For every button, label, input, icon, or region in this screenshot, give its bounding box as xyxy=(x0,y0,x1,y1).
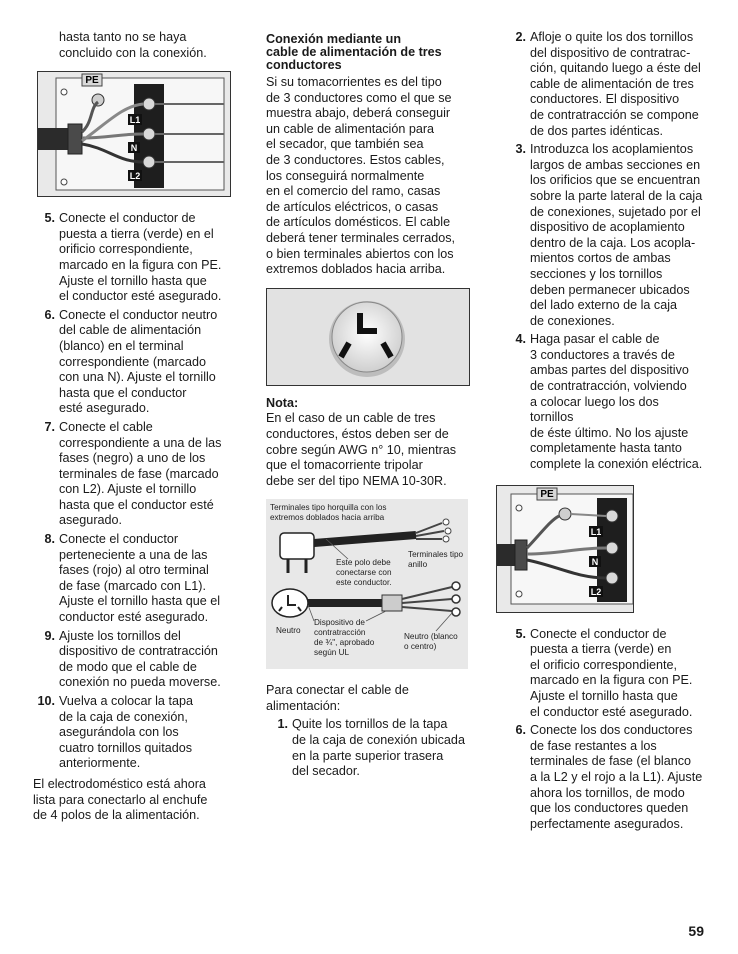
n-label: N xyxy=(591,556,599,567)
text-line: de 4 polos de la alimentación. xyxy=(33,808,200,823)
text-line: concluido con la conexión. xyxy=(59,45,207,60)
terminal-block-3wire-illustration xyxy=(497,486,633,612)
text-line: de fase (marcado con L1). xyxy=(59,578,207,593)
text-line: a colocar luego los dos tornillos xyxy=(530,394,659,425)
step-1 xyxy=(266,717,471,779)
intro-paragraph xyxy=(33,30,233,61)
step-6 xyxy=(33,308,233,417)
text-line: Quite los tornillos de la tapa xyxy=(292,717,448,732)
text-line: puesta a tierra (verde) en el xyxy=(59,226,214,241)
step-number: 6. xyxy=(44,307,55,322)
text-line: perteneciente a una de las xyxy=(59,547,208,562)
text-line: (blanco) en el terminal xyxy=(59,338,184,353)
text-line: el orificio correspondiente, xyxy=(530,657,678,672)
text-line: conductores, éstos deben ser de xyxy=(266,426,449,441)
text-line: Conecte el conductor de xyxy=(530,626,667,641)
text-line: dentro de la caja. Los acopla- xyxy=(530,235,696,250)
text-line: ción, quitando luego a éste del xyxy=(530,61,701,76)
text-line: conexión no pueda moverse. xyxy=(59,675,221,690)
pole-label: Este polo debe conectarse con este conductor. xyxy=(336,558,392,588)
step-number: 7. xyxy=(44,419,55,434)
text-line: de 3 conductores como el que se xyxy=(266,90,452,105)
outro-paragraph xyxy=(33,777,233,824)
step-number: 4. xyxy=(515,332,526,347)
text-line: puesta a tierra (verde) en xyxy=(530,642,672,657)
text-line: en la parte superior trasera xyxy=(292,748,444,763)
text-line: extremos doblados hacia arriba. xyxy=(266,262,446,277)
text-line: terminales de fase (el blanco xyxy=(530,754,692,769)
text-line: los conseguirá normalmente xyxy=(266,168,425,183)
text-line: hasta tanto no se haya xyxy=(59,30,187,44)
text-line: mientos cortos de ambas xyxy=(530,251,671,266)
terminal-block-illustration xyxy=(38,72,230,196)
text-line: el conductor esté asegurado. xyxy=(59,289,222,304)
terminal-block-figure xyxy=(37,71,231,197)
step-5 xyxy=(33,211,233,305)
step-number: 9. xyxy=(44,628,55,643)
text-line: marcado en la figura con PE. xyxy=(530,673,693,688)
heading-line: cable de alimentación de tres xyxy=(266,45,442,59)
terminal-block-figure-3wire xyxy=(496,485,634,613)
step-9 xyxy=(33,629,233,691)
step-number: 5. xyxy=(44,211,55,226)
column-middle xyxy=(266,30,471,780)
text-line: un cable de alimentación para xyxy=(266,121,435,136)
heading-line: conductores xyxy=(266,58,342,72)
text-line: Introduzca los acoplamientos xyxy=(530,142,694,157)
cable-illustration xyxy=(266,499,468,669)
text-line: Conecte el cable xyxy=(59,419,153,434)
page-number: 59 xyxy=(688,923,704,939)
text-line: de la caja de conexión ubicada xyxy=(292,733,465,748)
text-line: Si su tomacorrientes es del tipo xyxy=(266,75,442,89)
text-line: cuatro tornillos quitados xyxy=(59,740,193,755)
text-line: de dos partes idénticas. xyxy=(530,123,664,138)
text-line: de conexiones. xyxy=(530,313,615,328)
text-line: complete la conexión eléctrica. xyxy=(530,457,703,472)
text-line: con L2). Ajuste el tornillo xyxy=(59,482,197,497)
text-line: En el caso de un cable de tres xyxy=(266,411,436,426)
step-2 xyxy=(504,30,704,139)
step-8 xyxy=(33,532,233,626)
text-line: completamente hasta tanto xyxy=(530,441,682,456)
text-line: 3 conductores a través de xyxy=(530,347,675,362)
text-line: de fase restantes a los xyxy=(530,738,657,753)
text-line: de éste último. No los ajuste xyxy=(530,425,689,440)
step-number: 5. xyxy=(515,626,526,641)
text-line: orificio correspondiente, xyxy=(59,242,193,257)
text-line: largos de ambas secciones en xyxy=(530,157,701,172)
text-line: Ajuste el tornillo hasta que xyxy=(59,273,207,288)
pe-label: PE xyxy=(540,488,554,500)
text-line: Afloje o quite los dos tornillos xyxy=(530,30,694,44)
step-6b xyxy=(504,723,704,832)
text-line: lista para conectarlo al enchufe xyxy=(33,792,208,807)
text-line: los orificios que se encuentran xyxy=(530,173,701,188)
text-line: del dispositivo de contratrac- xyxy=(530,45,691,60)
text-line: asegurándola con los xyxy=(59,725,179,740)
text-line: fases (rojo) al otro terminal xyxy=(59,563,209,578)
text-line: dispositivo de acoplamiento xyxy=(530,220,685,235)
step-4 xyxy=(504,332,704,472)
para-connect xyxy=(266,683,471,714)
step-number: 1. xyxy=(277,717,288,732)
text-line: que el tomacorriente tripolar xyxy=(266,458,423,473)
neutro-label: Neutro xyxy=(276,626,301,636)
text-line: fases (negro) a uno de los xyxy=(59,451,206,466)
text-line: del secador. xyxy=(292,764,360,779)
text-line: de la caja de conexión, xyxy=(59,709,188,724)
text-line: conductores. El dispositivo xyxy=(530,92,680,107)
text-line: sobre la parte lateral de la caja xyxy=(530,188,703,203)
text-line: cable de alimentación de tres xyxy=(530,76,694,91)
text-line: conductor esté asegurado. xyxy=(59,610,209,625)
text-line: Ajuste el tornillo hasta que el xyxy=(59,594,221,609)
text-line: cobre según AWG n° 10, mientras xyxy=(266,442,457,457)
text-line: terminales de fase (marcado xyxy=(59,466,219,481)
text-line: anteriormente. xyxy=(59,756,141,771)
text-line: de artículos eléctricos, o casas xyxy=(266,199,439,214)
text-line: a la L2 y el rojo a la L1). Ajuste xyxy=(530,769,703,784)
text-line: ahora los tornillos, de modo xyxy=(530,785,685,800)
text-line: que los conductores queden xyxy=(530,801,689,816)
text-line: hasta que el conductor xyxy=(59,385,187,400)
text-line: de conexiones, sujetado por el xyxy=(530,204,701,219)
text-line: Vuelva a colocar la tapa xyxy=(59,694,193,708)
text-line: asegurado. xyxy=(59,513,123,528)
text-line: Haga pasar el cable de xyxy=(530,332,660,347)
n-label: N xyxy=(130,143,138,154)
text-line: hasta que el conductor esté xyxy=(59,497,214,512)
pe-label: PE xyxy=(85,75,99,87)
text-line: perfectamente asegurados. xyxy=(530,816,684,831)
column-left xyxy=(33,30,233,824)
step-10 xyxy=(33,694,233,772)
step-number: 3. xyxy=(515,142,526,157)
text-line: Conecte el conductor neutro xyxy=(59,307,218,322)
l1-label: L1 xyxy=(129,115,141,126)
l2-label: L2 xyxy=(590,586,602,597)
step-number: 8. xyxy=(44,532,55,547)
text-line: de modo que el cable de xyxy=(59,659,197,674)
step-number: 2. xyxy=(515,30,526,44)
column-right xyxy=(504,30,704,832)
text-line: secciones y los tornillos xyxy=(530,266,663,281)
fork-terminal-label: Terminales tipo horquilla con los extremos doblados hacia arriba xyxy=(270,503,387,523)
text-line: dispositivo de contratracción xyxy=(59,644,218,659)
nota-block xyxy=(266,396,471,490)
text-line: Conecte el conductor de xyxy=(59,211,196,226)
text-line: de contratracción se compone xyxy=(530,107,699,122)
ring-terminal-label: Terminales tipo anillo xyxy=(408,550,464,570)
device-label: Dispositivo de contratracción de ¾", aprobado según UL xyxy=(314,618,375,658)
text-line: esté asegurado. xyxy=(59,401,150,416)
text-line: en el comercio del ramo, casas xyxy=(266,184,441,199)
text-line: el conductor esté asegurado. xyxy=(530,704,693,719)
cable-figure xyxy=(266,499,468,669)
text-line: ambas partes del dispositivo xyxy=(530,363,689,378)
heading-line: Conexión mediante un xyxy=(266,32,402,46)
text-line: el secador, que también sea xyxy=(266,137,424,152)
text-line: correspondiente (marcado xyxy=(59,354,207,369)
text-line: del cable de alimentación xyxy=(59,323,202,338)
text-line: de contratracción, volviendo xyxy=(530,379,687,394)
step-7 xyxy=(33,420,233,529)
text-line: Conecte el conductor xyxy=(59,532,179,547)
text-line: de artículos domésticos. El cable xyxy=(266,215,451,230)
section-heading xyxy=(266,33,471,72)
body-paragraph xyxy=(266,75,471,278)
text-line: El electrodoméstico está ahora xyxy=(33,776,206,791)
nota-title: Nota: xyxy=(266,395,299,410)
text-line: marcado en la figura con PE. xyxy=(59,257,222,272)
step-number: 6. xyxy=(515,723,526,738)
step-number: 10. xyxy=(37,694,55,708)
text-line: muestra abajo, deberá conseguir xyxy=(266,106,451,121)
text-line: de 3 conductores. Estos cables, xyxy=(266,152,445,167)
l2-label: L2 xyxy=(129,171,141,182)
step-5b xyxy=(504,627,704,721)
text-line: Conecte los dos conductores xyxy=(530,723,693,738)
l1-label: L1 xyxy=(590,526,602,537)
text-line: Para conectar el cable de xyxy=(266,683,409,698)
step-3 xyxy=(504,142,704,329)
text-line: o bien terminales abiertos con los xyxy=(266,246,454,261)
outlet-figure xyxy=(266,288,470,386)
text-line: del lado externo de la caja xyxy=(530,298,678,313)
text-line: deben permanecer ubicados xyxy=(530,282,690,297)
text-line: con una N). Ajuste el tornillo xyxy=(59,370,216,385)
text-line: correspondiente a una de las xyxy=(59,435,222,450)
neutro-white-label: Neutro (blanco o centro) xyxy=(404,632,458,652)
text-line: Ajuste el tornillo hasta que xyxy=(530,689,678,703)
text-line: alimentación: xyxy=(266,698,341,713)
three-prong-outlet-illustration xyxy=(267,289,469,385)
text-line: Ajuste los tornillos del xyxy=(59,628,181,643)
text-line: debe ser del tipo NEMA 10-30R. xyxy=(266,473,447,488)
text-line: deberá tener terminales cerrados, xyxy=(266,230,456,245)
